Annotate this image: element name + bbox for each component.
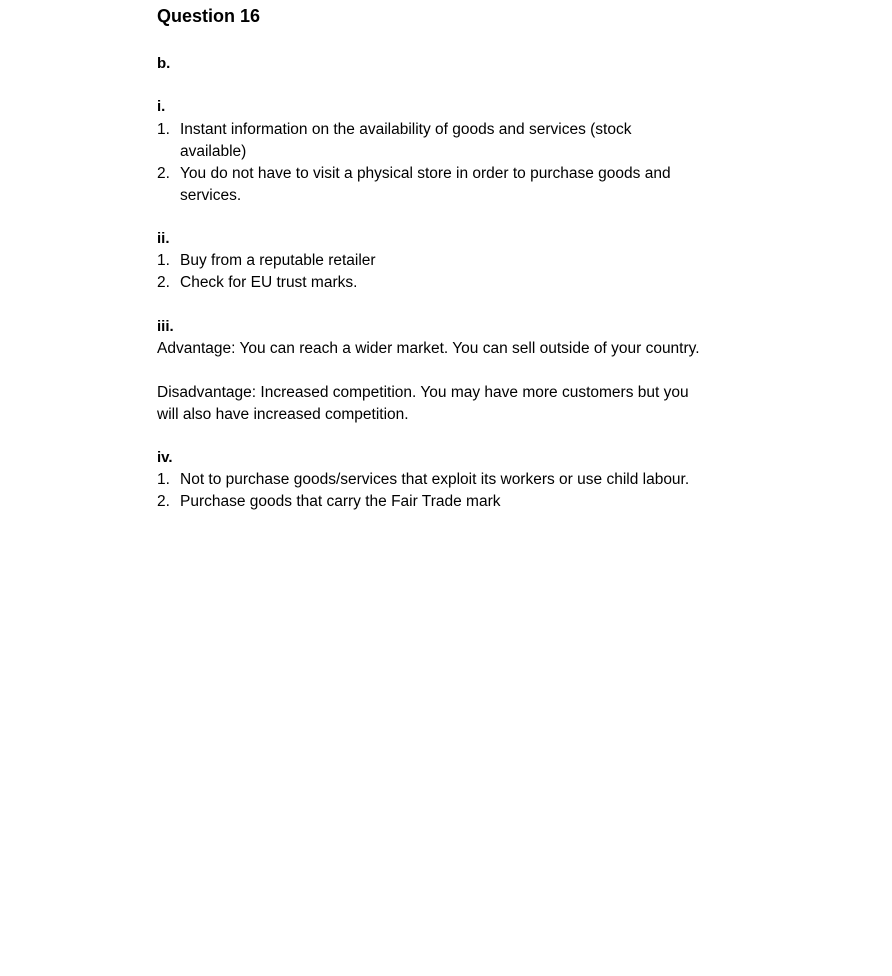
item-text-line: services. bbox=[180, 187, 242, 204]
subpart-i-label: i. bbox=[157, 98, 166, 115]
item-number: 1. bbox=[157, 252, 170, 269]
advantage-text: Advantage: You can reach a wider market. You can sell outside of your country. bbox=[157, 340, 700, 357]
item-number: 1. bbox=[157, 471, 170, 488]
item-number: 1. bbox=[157, 121, 170, 138]
item-text-line: available) bbox=[180, 143, 247, 160]
item-text-line: You do not have to visit a physical store in order to purchase goods and bbox=[180, 165, 671, 182]
item-text-line: Purchase goods that carry the Fair Trade mark bbox=[180, 493, 501, 510]
subpart-iv-label: iv. bbox=[157, 449, 173, 466]
subpart-ii-label: ii. bbox=[157, 230, 170, 247]
item-text-line: Not to purchase goods/services that exploit its workers or use child labour. bbox=[180, 471, 690, 488]
item-number: 2. bbox=[157, 493, 170, 510]
item-text-line: Check for EU trust marks. bbox=[180, 274, 358, 291]
item-text-line: Instant information on the availability of goods and services (stock bbox=[180, 121, 632, 138]
disadvantage-text-line: Disadvantage: Increased competition. You may have more customers but you bbox=[157, 384, 689, 401]
disadvantage-text-line: will also have increased competition. bbox=[157, 406, 409, 423]
question-title: Question 16 bbox=[157, 6, 261, 26]
part-b-label: b. bbox=[157, 55, 171, 72]
item-text-line: Buy from a reputable retailer bbox=[180, 252, 376, 269]
item-number: 2. bbox=[157, 165, 170, 182]
subpart-iii-label: iii. bbox=[157, 318, 174, 335]
item-number: 2. bbox=[157, 274, 170, 291]
